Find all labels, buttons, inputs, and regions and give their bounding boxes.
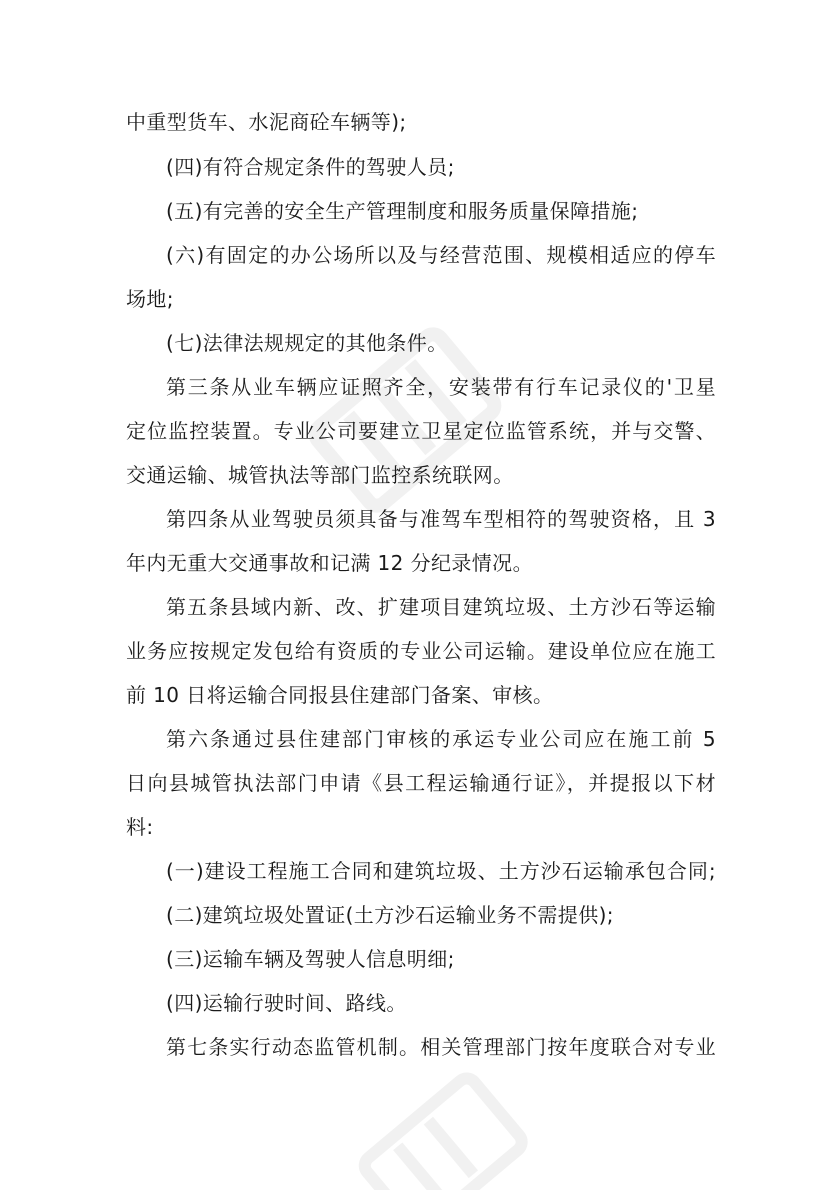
text-line: 年内无重大交通事故和记满 12 分纪录情况。 — [126, 551, 533, 575]
text-line: 第四条从业驾驶员须具备与准驾车型相符的驾驶资格，且 3 — [166, 507, 716, 531]
text-line: 定位监控装置。专业公司要建立卫星定位监管系统，并与交警、 — [126, 419, 716, 443]
text-line: 日向县城管执法部门申请《县工程运输通行证》，并提报以下材 — [126, 771, 716, 795]
text-line: (四)有符合规定条件的驾驶人员; — [166, 155, 455, 179]
text-line: 第五条县域内新、改、扩建项目建筑垃圾、土方沙石等运输 — [166, 595, 716, 619]
text-line: 交通运输、城管执法等部门监控系统联网。 — [126, 463, 514, 487]
text-line: 第六条通过县住建部门审核的承运专业公司应在施工前 5 — [166, 727, 716, 751]
text-line: 场地; — [126, 287, 174, 311]
text-line: 前 10 日将运输合同报县住建部门备案、审核。 — [126, 683, 554, 707]
text-line: (四)运输行驶时间、路线。 — [166, 991, 407, 1015]
text-line: 料: — [126, 815, 154, 839]
text-line: 第七条实行动态监管机制。相关管理部门按年度联合对专业 — [166, 1035, 716, 1059]
text-line: 第三条从业车辆应证照齐全，安装带有行车记录仪的'卫星 — [166, 375, 716, 399]
text-line: (二)建筑垃圾处置证(土方沙石运输业务不需提供); — [166, 903, 614, 927]
text-line: (三)运输车辆及驾驶人信息明细; — [166, 947, 455, 971]
text-line: 中重型货车、水泥商砼车辆等); — [126, 110, 407, 134]
text-line: (一)建设工程施工合同和建筑垃圾、土方沙石运输承包合同; — [166, 859, 716, 883]
text-line: (六)有固定的办公场所以及与经营范围、规模相适应的停车 — [166, 243, 716, 267]
text-line: (五)有完善的安全生产管理制度和服务质量保障措施; — [166, 199, 639, 223]
text-line: (七)法律法规规定的其他条件。 — [166, 331, 448, 355]
text-line: 业务应按规定发包给有资质的专业公司运输。建设单位应在施工 — [126, 639, 716, 663]
